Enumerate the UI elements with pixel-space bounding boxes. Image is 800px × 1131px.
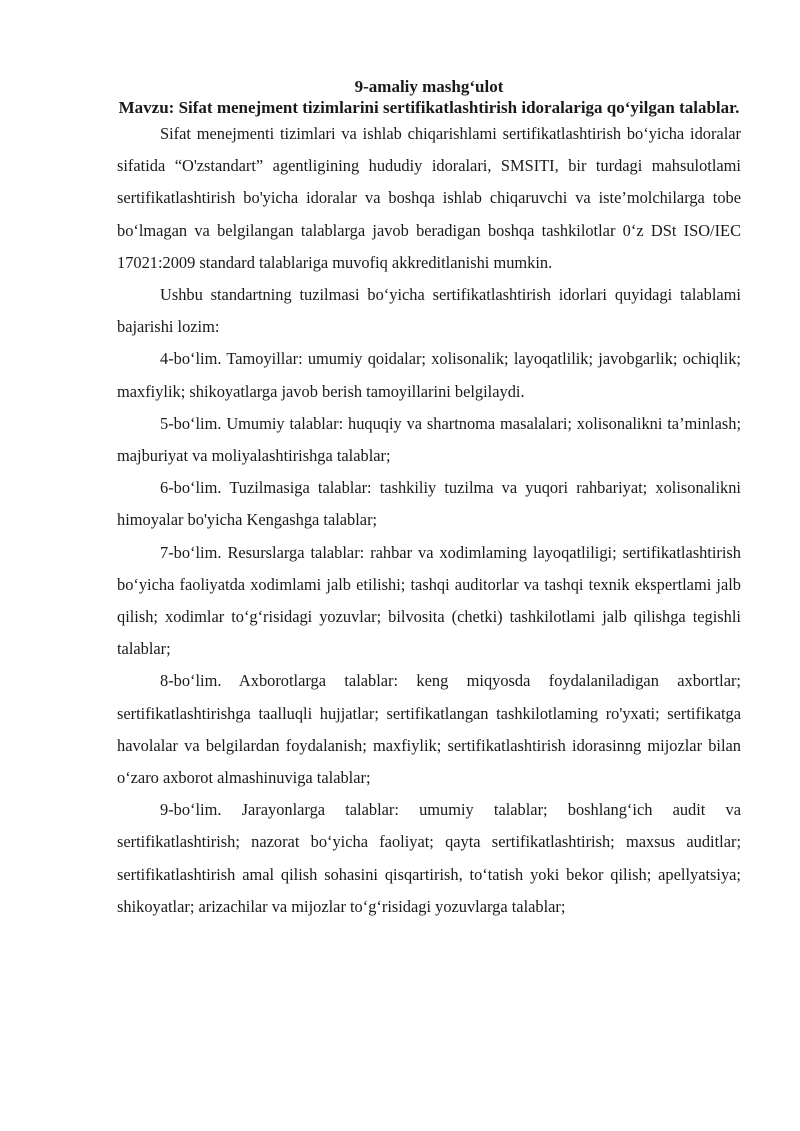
paragraph-standard-structure: Ushbu standartning tuzilmasi bo‘yicha sertifikatlashtirish idorlari quyidagi talablami bajarishi lozim:	[117, 285, 741, 337]
document-title: 9-amaliy mashg‘ulot	[354, 77, 504, 96]
paragraph-section-7: 7-bo‘lim. Resurslarga talablar: rahbar va xodimlaming layoqatliligi; sertifikatlashtirish bo‘yicha faoliyatda xodimlami jalb etilishi; tashqi auditorlar va tashqi texnik ekspertlami jalb qilish; xodimlar to‘g‘risidagi yozuvlar; bilvosita (chetki) tashkilotlami jalb qilishga tegishli talablar;	[117, 542, 741, 659]
paragraph-section-8: 8-bo‘lim. Axborotlarga talablar: keng miqyosda foydalaniladigan axbortlar; sertifikatlashtirishga taalluqli hujjatlar; sertifikatlangan tashkilotlaming ro'yxati; sertifikatga havolalar va belgilardan foydalanish; maxfiylik; sertifikatlashtirish idorasinng mijozlar bilan o‘zaro axborot almashinuviga talablar;	[117, 671, 741, 788]
paragraph-intro: Sifat menejmenti tizimlari va ishlab chiqarishlami sertifikatlashtirish bo‘yicha idoralar sifatida “O'zstandart” agentligining hududiy idoralari, SMSITI, bir turdagi mahsulotlami sertifikatlashtirish bo'yicha idoralar va boshqa ishlab chiqaruvchi va iste’molchilarga tobe bo‘lmagan va belgilangan talablarga javob beradigan boshqa tashkilotlar 0‘z DSt ISO/IEC 17021:2009 standard talablariga muvofiq akkreditlanishi mumkin.	[117, 124, 741, 272]
paragraph-section-5: 5-bo‘lim. Umumiy talablar: huquqiy va shartnoma masalalari; xolisonalikni ta’minlash; majburiyat va moliyalashtirishga talablar;	[117, 413, 741, 466]
paragraph-section-6: 6-bo‘lim. Tuzilmasiga talablar: tashkiliy tuzilma va yuqori rahbariyat; xolisonalikni himoyalar bo'yicha Kengashga talablar;	[117, 478, 741, 530]
document-body	[117, 76, 741, 923]
paragraph-section-9: 9-bo‘lim. Jarayonlarga talablar: umumiy talablar; boshlang‘ich audit va sertifikatlashtirish; nazorat bo‘yicha faoliyat; qayta sertifikatlashtirish; maxsus auditlar; sertifikatlashtirish amal qilish sohasini qisqartirish, to‘tatish yoki bekor qilish; apellyatsiya; shikoyatlar; arizachilar va mijozlar to‘g‘risidagi yozuvlarga talablar;	[117, 800, 741, 916]
paragraph-section-4: 4-bo‘lim. Tamoyillar: umumiy qoidalar; xolisonalik; layoqatlilik; javobgarlik; ochiqlik; maxfiylik; shikoyatlarga javob berish tamoyillarini belgilaydi.	[117, 349, 741, 401]
document-subtitle: Mavzu: Sifat menejment tizimlarini sertifikatlashtirish idoralariga qo‘yilgan talablar.	[118, 98, 740, 117]
